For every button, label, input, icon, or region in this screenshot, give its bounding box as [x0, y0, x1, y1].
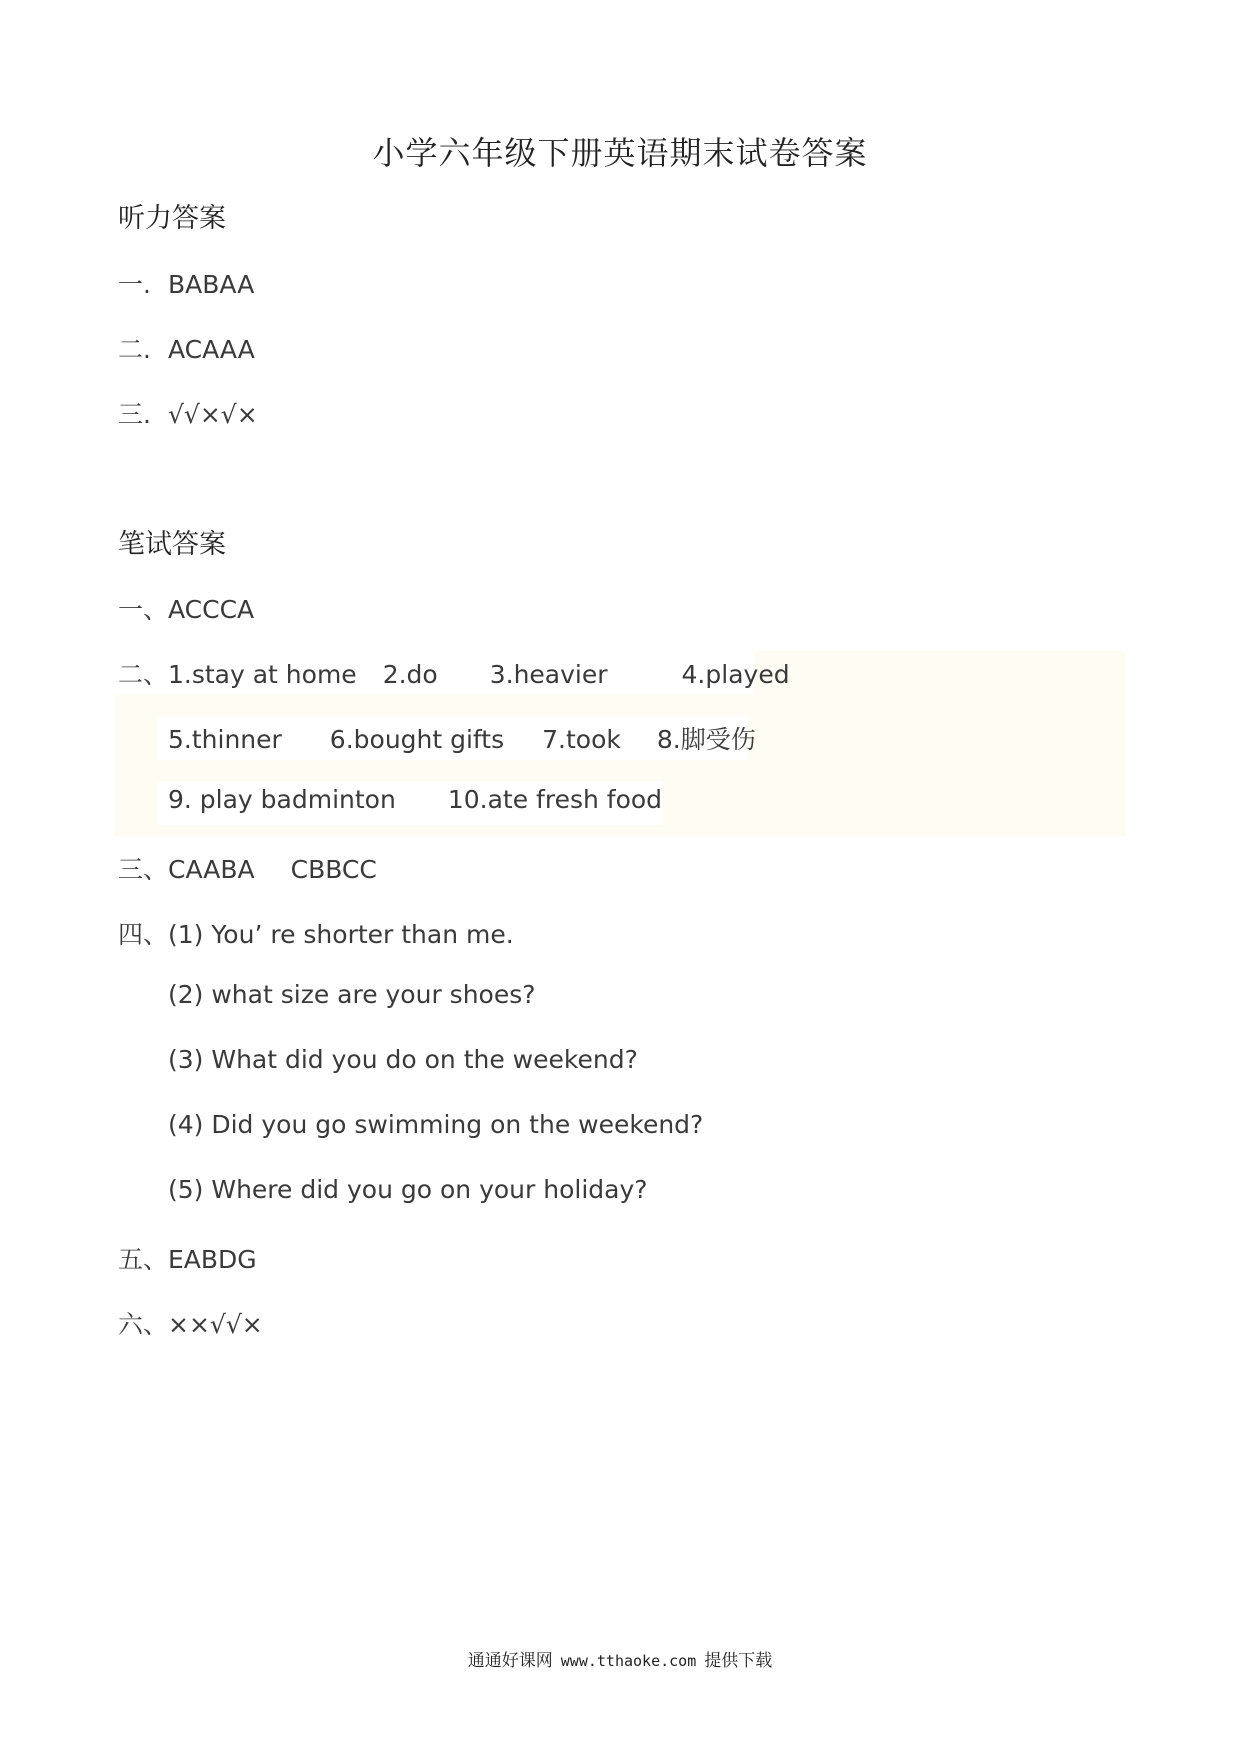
blank-answer: 2.do [382, 660, 438, 689]
answer-text: ACAAA [168, 335, 255, 364]
written-answer-4-line-5: (5) Where did you go on your holiday? [168, 1175, 648, 1204]
answer-text: √√×√× [168, 400, 258, 429]
written-answer-4-line-3: (3) What did you do on the weekend? [168, 1045, 638, 1074]
listening-answer-3 [118, 395, 258, 431]
blank-answer: 7.took [542, 725, 621, 754]
listening-heading: 听力答案 [118, 203, 226, 234]
answer-text: EABDG [168, 1245, 257, 1274]
item-number: 五、 [118, 1245, 169, 1274]
page-footer [0, 1646, 1240, 1671]
item-number: 一. [118, 270, 151, 299]
blank-answer: 8.脚受伤 [656, 725, 756, 754]
blank-answer: 3.heavier [489, 660, 608, 689]
blank-answer: 1.stay at home [168, 660, 357, 689]
item-number: 四、 [118, 920, 169, 949]
blank-answer: 10.ate fresh food [447, 785, 663, 814]
written-answer-1 [118, 590, 254, 626]
footer-suffix: 提供下载 [704, 1651, 773, 1671]
written-answer-5 [118, 1240, 257, 1276]
item-number: 一、 [118, 595, 169, 624]
item-number: 二. [118, 335, 151, 364]
page-title: 小学六年级下册英语期末试卷答案 [372, 134, 868, 172]
answer-text: ACCCA [168, 595, 255, 624]
written-answer-4-line-4: (4) Did you go swimming on the weekend? [168, 1110, 704, 1139]
written-answer-2-row-1 [118, 655, 790, 691]
item-number: 二、 [118, 660, 169, 689]
listening-answer-2 [118, 330, 255, 366]
blank-answer: 5.thinner [168, 725, 282, 754]
answer-text: CBBCC [290, 855, 377, 884]
item-number: 六、 [118, 1310, 169, 1339]
blank-answer: 9. play badminton [168, 785, 396, 814]
written-answer-2-row-2 [168, 720, 756, 756]
written-answer-3 [118, 850, 377, 886]
answer-text: CAABA [168, 855, 255, 884]
footer-url[interactable]: www.tthaoke.com [560, 1652, 697, 1670]
blank-answer: 4.played [681, 660, 790, 689]
answer-text: BABAA [168, 270, 255, 299]
answer-text: ××√√× [168, 1310, 263, 1339]
written-answer-4-line-1 [118, 915, 514, 951]
written-answer-4-line-2: (2) what size are your shoes? [168, 980, 536, 1009]
written-answer-6 [118, 1305, 263, 1341]
footer-site-name: 通通好课网 [467, 1651, 553, 1671]
blank-answer: 6.bought gifts [329, 725, 505, 754]
item-number: 三、 [118, 855, 169, 884]
sentence-answer: (1) You’ re shorter than me. [168, 920, 514, 949]
listening-answer-1 [118, 265, 254, 301]
written-heading: 笔试答案 [118, 529, 226, 560]
written-answer-2-row-3 [168, 785, 662, 814]
item-number: 三. [118, 400, 151, 429]
